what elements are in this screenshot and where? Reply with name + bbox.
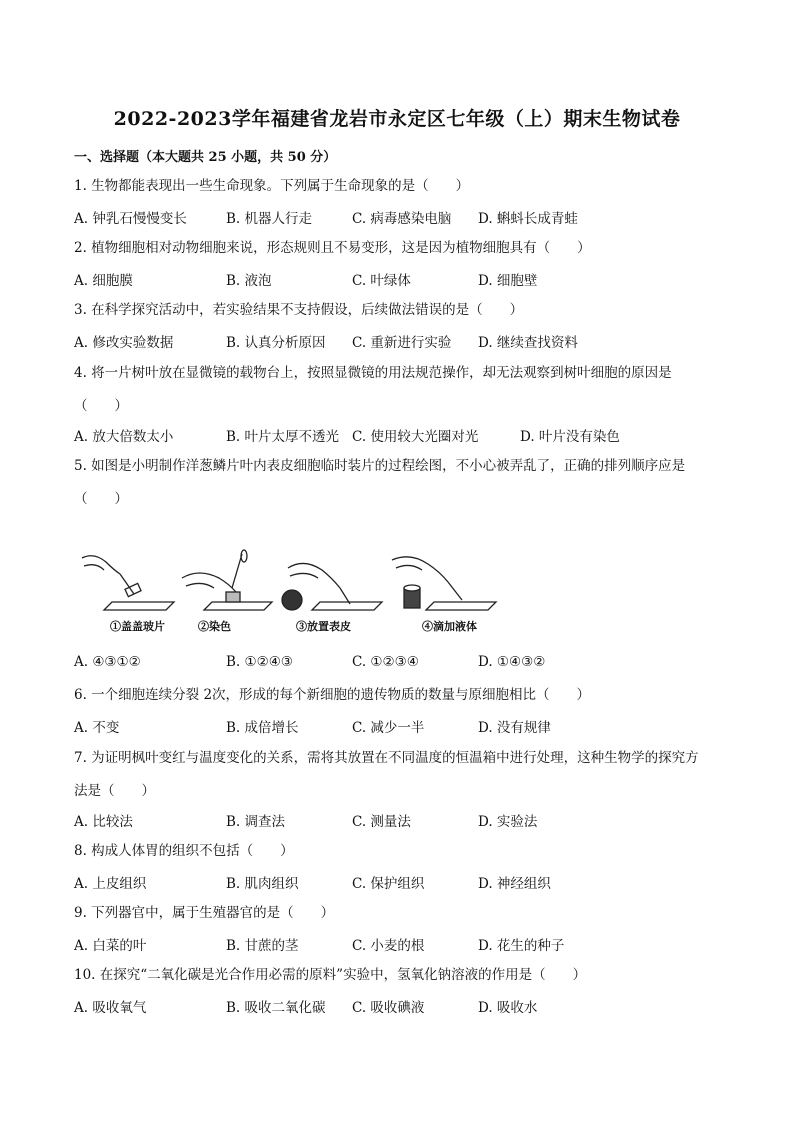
option-a: A. 白菜的叶 [74, 938, 147, 954]
figure-label-1: ①盖盖玻片 [110, 620, 165, 633]
option-a: A. 钟乳石慢慢变长 [74, 211, 187, 227]
question-5-options [74, 654, 734, 674]
question-4-options [74, 425, 734, 445]
question-9-stem: 9. 下列器官中，属于生殖器官的是（ ） [74, 905, 335, 921]
option-b: B. 肌肉组织 [226, 876, 299, 892]
option-b: B. 成倍增长 [226, 720, 299, 736]
question-1-options [74, 207, 734, 227]
question-7-stem: 7. 为证明枫叶变红与温度变化的关系，需将其放置在不同温度的恒温箱中进行处理，这种生物学的探究方 [74, 750, 699, 766]
question-1-stem: 1. 生物都能表现出一些生命现象。下列属于生命现象的是（ ） [74, 178, 470, 194]
question-7-continuation: 法是（ ） [74, 783, 155, 799]
option-a: A. 放大倍数太小 [74, 429, 174, 445]
option-c: C. 病毒感染电脑 [352, 211, 452, 227]
question-3-stem: 3. 在科学探究活动中，若实验结果不支持假设，后续做法错误的是（ ） [74, 302, 524, 318]
option-b: B. 甘蔗的茎 [226, 938, 299, 954]
question-8-options [74, 872, 734, 892]
figure-label-2: ②染色 [198, 620, 231, 633]
question-10-options [74, 996, 734, 1016]
option-d: D. 实验法 [478, 814, 538, 830]
question-5-answer-blank: （ ） [74, 491, 128, 507]
option-c: C. ①②③④ [352, 654, 419, 670]
step-place-epidermis-drawing [282, 563, 382, 610]
question-7-options [74, 810, 734, 830]
page-title: 2022-2023学年福建省龙岩市永定区七年级（上）期末生物试卷 [113, 108, 681, 130]
question-6-options [74, 716, 734, 736]
figure-label-4: ④滴加液体 [422, 620, 477, 633]
step-staining-drawing [182, 550, 272, 610]
option-c: C. 吸收碘液 [352, 1000, 425, 1016]
question-10-stem: 10. 在探究“二氧化碳是光合作用必需的原料”实验中，氢氧化钠溶液的作用是（ ） [74, 967, 587, 983]
option-b: B. 机器人行走 [226, 211, 313, 227]
option-d: D. 吸收水 [478, 1000, 538, 1016]
question-2-options [74, 269, 734, 289]
question-8-stem: 8. 构成人体胃的组织不包括（ ） [74, 843, 294, 859]
option-b: B. 液泡 [226, 273, 272, 289]
slide-preparation-figure [74, 548, 504, 638]
question-3-options [74, 331, 734, 351]
question-2-stem: 2. 植物细胞相对动物细胞来说，形态规则且不易变形，这是因为植物细胞具有（ ） [74, 240, 591, 256]
question-5-stem: 5. 如图是小明制作洋葱鳞片叶内表皮细胞临时装片的过程绘图，不小心被弄乱了，正确的排列顺序应是 [74, 458, 686, 474]
option-a: A. ④③①② [74, 654, 141, 670]
section-heading: 一、选择题（本大题共 25 小题，共 50 分） [74, 150, 337, 165]
option-d: D. 神经组织 [478, 876, 551, 892]
option-b: B. 认真分析原因 [226, 335, 326, 351]
option-a: A. 细胞膜 [74, 273, 133, 289]
option-c: C. 重新进行实验 [352, 335, 452, 351]
option-d: D. 继续查找资料 [478, 335, 578, 351]
option-c: C. 测量法 [352, 814, 411, 830]
step-cover-slip-drawing [82, 556, 174, 610]
question-4-answer-blank: （ ） [74, 398, 128, 414]
option-d: D. 叶片没有染色 [520, 429, 620, 445]
option-a: A. 修改实验数据 [74, 335, 174, 351]
figure-drawing [74, 548, 504, 618]
option-d: D. ①④③② [478, 654, 546, 670]
option-b: B. 调查法 [226, 814, 286, 830]
question-4-stem: 4. 将一片树叶放在显微镜的载物台上，按照显微镜的用法规范操作，却无法观察到树叶细胞的原因是 [74, 365, 672, 381]
option-a: A. 比较法 [74, 814, 133, 830]
option-c: C. 保护组织 [352, 876, 425, 892]
option-c: C. 减少一半 [352, 720, 425, 736]
option-d: D. 细胞壁 [478, 273, 538, 289]
option-d: D. 没有规律 [478, 720, 551, 736]
option-b: B. 叶片太厚不透光 [226, 429, 340, 445]
figure-label-3: ③放置表皮 [296, 620, 351, 633]
option-a: A. 不变 [74, 720, 120, 736]
option-b: B. 吸收二氧化碳 [226, 1000, 326, 1016]
option-c: C. 叶绿体 [352, 273, 411, 289]
question-6-stem: 6. 一个细胞连续分裂 2次，形成的每个新细胞的遗传物质的数量与原细胞相比（ ） [74, 687, 591, 703]
option-d: D. 花生的种子 [478, 938, 565, 954]
option-d: D. 蝌蚪长成青蛙 [478, 211, 578, 227]
option-a: A. 上皮组织 [74, 876, 147, 892]
step-add-liquid-drawing [392, 557, 496, 610]
question-9-options [74, 934, 734, 954]
option-a: A. 吸收氧气 [74, 1000, 147, 1016]
option-c: C. 使用较大光圈对光 [352, 429, 479, 445]
option-c: C. 小麦的根 [352, 938, 425, 954]
option-b: B. ①②④③ [226, 654, 293, 670]
